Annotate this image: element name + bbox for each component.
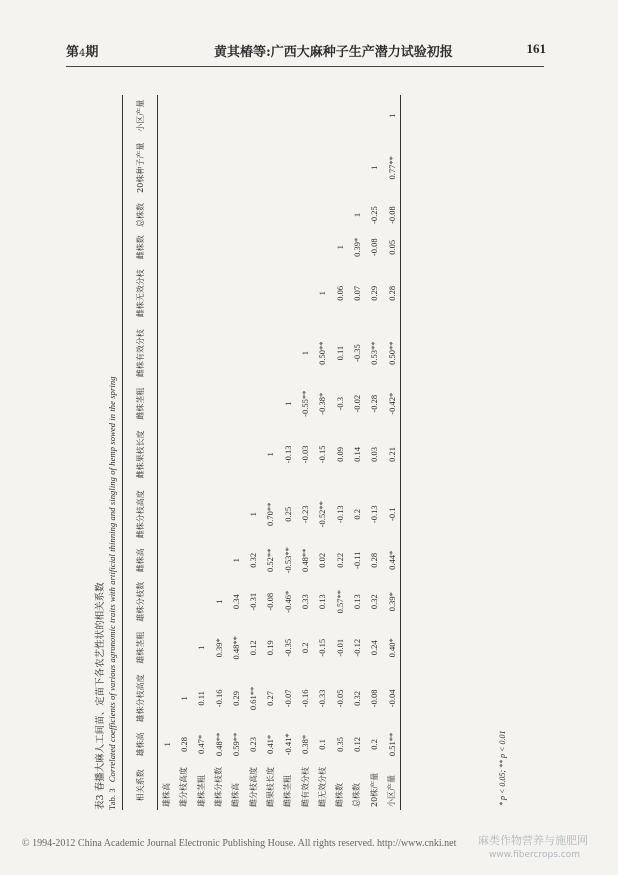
table-cell — [296, 263, 313, 323]
table-cell: 0.29 — [369, 285, 380, 301]
table-row — [193, 95, 210, 810]
table-row — [366, 95, 383, 810]
table-cell: 0.35 — [334, 736, 345, 752]
table-cell — [244, 424, 261, 484]
column-header: 雌株高 — [123, 544, 158, 576]
table-cell — [227, 95, 244, 137]
table-row — [383, 95, 401, 810]
row-label: 雌株数 — [335, 783, 345, 807]
table-cell — [296, 137, 313, 199]
table-cell — [193, 383, 210, 424]
table-cell: -0.11 — [351, 551, 362, 569]
table-cell: 0.47* — [196, 734, 207, 754]
table-caption-cn: 表3 春播大麻人工间苗、定苗下各农艺性状的相关系数 — [95, 582, 106, 810]
table-cell: -0.05 — [334, 689, 345, 708]
table-cell — [279, 231, 296, 263]
table-cell: -0.13 — [369, 505, 380, 524]
table-cell — [279, 263, 296, 323]
table-row — [227, 95, 244, 810]
table-row — [296, 95, 313, 810]
table-cell: 0.70** — [265, 502, 276, 526]
table-cell: 0.48** — [300, 548, 311, 572]
row-label: 雌果枝长度 — [265, 767, 275, 807]
table-cell: 1 — [383, 95, 401, 137]
table-cell: -0.08 — [383, 199, 401, 231]
table-cell: -0.38* — [317, 392, 328, 415]
table-cell: 0.61** — [248, 686, 259, 711]
table-cell — [158, 424, 176, 484]
table-cell — [227, 199, 244, 231]
table-cell — [175, 263, 192, 323]
table-cell — [210, 544, 227, 576]
row-label: 小区产量 — [383, 761, 401, 810]
table-cell: 0.32 — [369, 594, 380, 610]
table-cell: -0.15 — [317, 445, 328, 464]
table-cell — [244, 323, 261, 383]
table-cell: -0.42* — [383, 383, 401, 424]
table-row — [158, 95, 176, 810]
table-cell: 1 — [230, 558, 241, 563]
table-cell: 0.28 — [178, 736, 189, 752]
table-cell: 0.22 — [334, 552, 345, 568]
table-cell: 0.13 — [317, 594, 328, 610]
table-cell: -0.35 — [351, 344, 362, 362]
table-cell — [210, 424, 227, 484]
table-cell — [210, 199, 227, 231]
table-cell — [227, 383, 244, 424]
column-header: 雄株高 — [123, 728, 158, 760]
table-cell — [158, 95, 176, 137]
table-cell: -0.16 — [300, 689, 311, 708]
table-cell — [279, 323, 296, 383]
table-cell — [193, 231, 210, 263]
table-cell — [331, 137, 348, 199]
table-cell — [227, 137, 244, 199]
watermark-url: www.fibercrops.com — [489, 850, 580, 860]
table-cell: 0.77** — [383, 137, 401, 199]
row-label: 雌株茎粗 — [283, 775, 293, 807]
table-cell: 0.28 — [383, 263, 401, 323]
table-cell: 0.05 — [383, 231, 401, 263]
table-cell: 1 — [161, 742, 172, 747]
table-cell: 0.23 — [248, 736, 259, 752]
table-cell — [158, 544, 176, 576]
table-cell: -0.13 — [334, 505, 345, 524]
table-cell: 0.33 — [300, 594, 311, 610]
table-cell: 0.12 — [248, 640, 259, 656]
table-cell: -0.01 — [334, 638, 345, 657]
table-block — [90, 95, 530, 810]
table-cell: 0.06 — [334, 285, 345, 301]
table-cell: -0.35 — [282, 638, 293, 657]
table-cell: -0.23 — [300, 505, 311, 524]
table-cell — [193, 95, 210, 137]
table-row — [314, 95, 331, 810]
table-cell: 0.11 — [334, 345, 345, 361]
table-cell: 1 — [351, 212, 362, 218]
table-cell: 0.59** — [230, 732, 241, 757]
table-cell — [193, 424, 210, 484]
row-label: 雄分枝高度 — [179, 767, 189, 807]
table-cell: -0.16 — [213, 689, 224, 708]
table-cell: 0.53** — [369, 341, 380, 365]
table-cell: 0.24 — [369, 640, 380, 656]
table-cell — [175, 137, 192, 199]
table-row — [348, 95, 365, 810]
page-number: 161 — [526, 41, 546, 56]
copyright-footer: © 1994-2012 China Academic Journal Electronic Publishing House. All rights reserved. http://www.cnki.net — [22, 838, 457, 849]
table-cell — [296, 199, 313, 231]
row-label: 雌分枝高度 — [248, 767, 258, 807]
table-cell — [175, 424, 192, 484]
table-cell — [210, 323, 227, 383]
table-cell — [210, 137, 227, 199]
table-cell: 0.44* — [383, 544, 401, 576]
table-cell: -0.03 — [300, 445, 311, 464]
table-cell: 0.11 — [196, 691, 207, 706]
table-cell — [244, 231, 261, 263]
table-cell — [244, 199, 261, 231]
row-label: 雄株高 — [162, 783, 172, 807]
table-caption-en: Tab. 3Correlated coefficients of various agronomic traits with artificial thinning and singling of hemp sowed in the spring — [107, 376, 117, 810]
row-label: 雌有效分枝 — [300, 767, 310, 807]
table-cell — [175, 323, 192, 383]
header-rule — [66, 66, 544, 67]
table-cell — [210, 383, 227, 424]
table-cell — [279, 95, 296, 137]
table-cell — [331, 199, 348, 231]
table-cell — [193, 323, 210, 383]
table-cell — [279, 199, 296, 231]
table-cell — [314, 199, 331, 231]
column-header: 雌株分枝高度 — [123, 484, 158, 544]
table-cell — [175, 544, 192, 576]
table-cell — [244, 95, 261, 137]
row-label: 总株数 — [352, 783, 362, 807]
table-cell — [210, 484, 227, 544]
table-cell: -0.1 — [383, 484, 401, 544]
table-cell: 0.48** — [213, 732, 224, 757]
table-cell: 0.39* — [351, 237, 362, 257]
table-cell — [193, 576, 210, 627]
column-header: 雌株茎粗 — [123, 383, 158, 424]
column-header: 雌株有效分枝 — [123, 323, 158, 383]
table-cell: 1 — [265, 452, 276, 457]
table-cell: 1 — [178, 696, 189, 701]
table-cell: -0.25 — [369, 206, 380, 224]
table-body — [158, 95, 401, 810]
table-cell: -0.08 — [369, 238, 380, 257]
table-row — [279, 95, 296, 810]
table-cell — [314, 137, 331, 199]
table-cell: 0.41* — [265, 734, 276, 754]
table-cell — [262, 231, 279, 263]
column-header: 雄株分枝高度 — [123, 668, 158, 728]
table-cell — [175, 576, 192, 627]
table-cell: 0.28 — [369, 552, 380, 568]
table-cell: 0.50** — [317, 341, 328, 365]
table-cell — [175, 627, 192, 668]
table-cell — [210, 263, 227, 323]
table-row — [331, 95, 348, 810]
table-cell: -0.41* — [282, 733, 293, 756]
table-cell — [262, 137, 279, 199]
table-cell: 0.1 — [317, 739, 328, 750]
table-cell — [175, 199, 192, 231]
table-cell: 0.12 — [351, 736, 362, 752]
table-cell — [262, 383, 279, 424]
table-cell: 0.2 — [351, 508, 362, 520]
table-cell: 0.03 — [369, 446, 380, 462]
table-cell — [227, 323, 244, 383]
table-cell: 0.29 — [230, 690, 241, 706]
running-head — [66, 41, 546, 61]
table-cell: -0.46* — [282, 590, 293, 613]
table-cell: 1 — [213, 599, 224, 604]
table-cell: -0.33 — [317, 689, 328, 708]
table-cell — [314, 231, 331, 263]
table-cell: 0.09 — [334, 446, 345, 462]
table-header-row — [123, 95, 158, 810]
row-label: 20株产量 — [369, 772, 379, 807]
issue-label: 第4期 — [66, 45, 99, 60]
table-cell — [210, 95, 227, 137]
table-cell — [244, 383, 261, 424]
table-cell: -0.04 — [383, 668, 401, 728]
table-cell: 0.50** — [383, 323, 401, 383]
watermark — [478, 834, 588, 862]
table-cell: 0.02 — [317, 552, 328, 568]
table-cell — [262, 199, 279, 231]
table-cell: -0.3 — [334, 397, 345, 411]
table-cell — [158, 199, 176, 231]
table-cell: -0.52** — [317, 501, 328, 528]
table-cell — [158, 137, 176, 199]
table-cell — [158, 576, 176, 627]
table-cell: 0.39* — [213, 638, 224, 658]
table-cell: -0.53** — [282, 547, 293, 574]
table-cell — [262, 263, 279, 323]
table-row — [175, 95, 192, 810]
table-cell: 1 — [248, 512, 259, 517]
table-cell: 1 — [334, 245, 345, 250]
table-cell — [348, 95, 365, 137]
watermark-text: 麻类作物营养与施肥网 — [478, 834, 588, 847]
table-cell: -0.07 — [282, 689, 293, 708]
table-cell: 1 — [196, 645, 207, 650]
table-cell: -0.08 — [369, 689, 380, 708]
table-cell — [279, 137, 296, 199]
column-header: 雌株无效分枝 — [123, 263, 158, 323]
running-title: 黄其椿等:广西大麻种子生产潜力试验初报 — [214, 45, 453, 60]
table-cell: 0.57** — [334, 590, 345, 614]
table-cell — [366, 95, 383, 137]
correlation-table — [122, 95, 401, 810]
table-cell: 1 — [317, 291, 328, 296]
table-cell: 0.19 — [265, 640, 276, 656]
table-footnote: * p < 0.05; ** p < 0.01 — [498, 730, 507, 806]
table-cell — [193, 199, 210, 231]
table-cell — [175, 95, 192, 137]
table-cell — [227, 263, 244, 323]
table-cell — [193, 137, 210, 199]
row-label: 雄株分枝数 — [214, 767, 224, 807]
table-cell: 0.38* — [300, 734, 311, 754]
table-cell — [158, 668, 176, 728]
table-cell — [244, 137, 261, 199]
column-header: 小区产量 — [123, 95, 158, 137]
row-label: 雌无效分枝 — [317, 767, 327, 807]
table-cell: 0.48** — [230, 636, 241, 660]
table-row — [244, 95, 261, 810]
table-row — [210, 95, 227, 810]
table-cell — [158, 263, 176, 323]
table-cell: 0.21 — [383, 424, 401, 484]
table-cell — [244, 263, 261, 323]
table-cell: 0.34 — [230, 594, 241, 610]
table-cell: 0.40* — [383, 627, 401, 668]
table-cell — [227, 231, 244, 263]
rotated-table-region — [90, 95, 530, 810]
column-header: 雌株果枝长度 — [123, 424, 158, 484]
column-header: 雄株分枝数 — [123, 576, 158, 627]
table-cell: -0.12 — [351, 638, 362, 657]
table-cell — [227, 424, 244, 484]
table-cell — [227, 484, 244, 544]
table-cell — [193, 484, 210, 544]
table-cell: 0.39* — [383, 576, 401, 627]
row-label: 雄株茎粗 — [196, 775, 206, 807]
table-cell: 0.25 — [282, 506, 293, 522]
table-cell — [331, 95, 348, 137]
table-cell — [158, 484, 176, 544]
table-cell: -0.08 — [265, 592, 276, 611]
table-cell: -0.31 — [248, 592, 259, 611]
table-cell — [193, 263, 210, 323]
table-cell — [262, 95, 279, 137]
column-header: 雄株茎粗 — [123, 627, 158, 668]
table-cell: -0.02 — [351, 394, 362, 413]
table-cell: 0.07 — [351, 285, 362, 301]
table-cell: -0.13 — [282, 445, 293, 464]
table-cell — [158, 231, 176, 263]
table-cell: 0.2 — [369, 739, 380, 750]
table-cell: 0.27 — [265, 690, 276, 706]
row-label: 雌株高 — [231, 783, 241, 807]
table-cell — [262, 323, 279, 383]
table-cell: -0.28 — [369, 394, 380, 413]
table-cell — [296, 231, 313, 263]
table-cell: 0.2 — [300, 642, 311, 654]
table-cell: 0.32 — [248, 552, 259, 568]
table-cell: 1 — [300, 351, 311, 356]
table-cell: -0.55** — [300, 390, 311, 417]
table-cell — [175, 484, 192, 544]
table-cell — [158, 627, 176, 668]
table-cell: 1 — [369, 165, 380, 170]
table-cell — [296, 95, 313, 137]
table-cell — [314, 95, 331, 137]
table-cell — [193, 544, 210, 576]
table-cell: 0.14 — [351, 446, 362, 462]
table-cell: -0.15 — [317, 638, 328, 657]
table-cell: 0.32 — [351, 690, 362, 706]
table-cell — [210, 231, 227, 263]
table-cell — [175, 231, 192, 263]
table-cell — [348, 137, 365, 199]
column-header: 20株种子产量 — [123, 137, 158, 199]
table-cell: 0.13 — [351, 594, 362, 610]
header-cell-corner: 相关系数 — [123, 761, 158, 810]
table-cell — [175, 383, 192, 424]
table-cell — [158, 323, 176, 383]
table-cell: 0.52** — [265, 548, 276, 572]
table-cell: 0.51** — [383, 728, 401, 760]
column-header: 总株数 — [123, 199, 158, 231]
table-row — [262, 95, 279, 810]
table-cell: 1 — [282, 401, 293, 406]
table-cell — [158, 383, 176, 424]
column-header: 雌株数 — [123, 231, 158, 263]
